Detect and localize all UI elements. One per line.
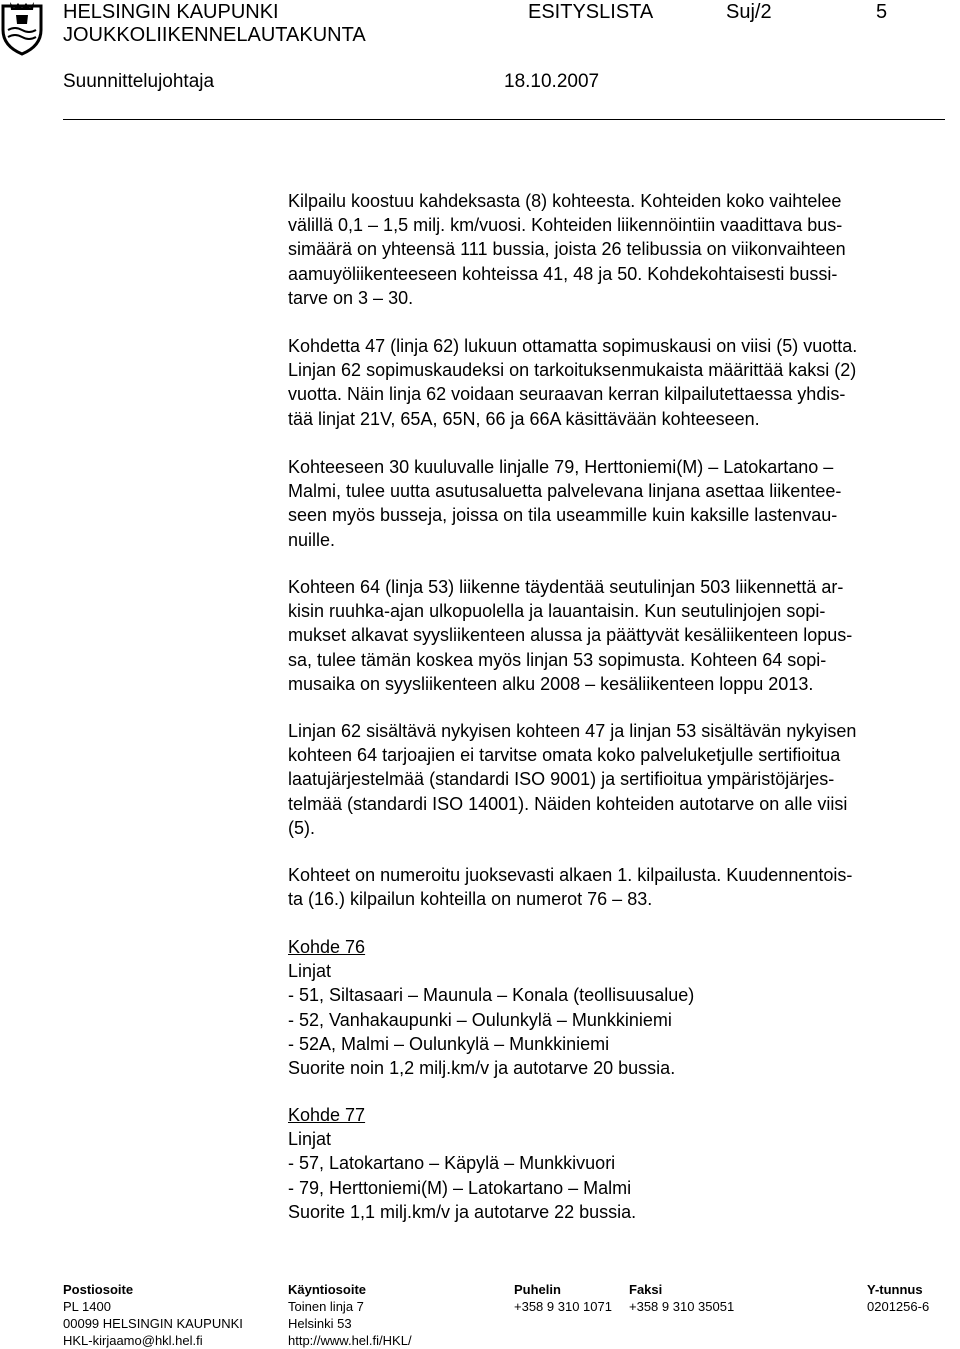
lines-label: Linjat	[288, 961, 332, 982]
text-line: Malmi, tulee uutta asutusaluetta palvelevana linjana asettaa liikentee-	[288, 481, 842, 502]
paragraph-1	[288, 189, 953, 310]
lines-label: Linjat	[288, 1129, 332, 1150]
paragraph-4	[288, 575, 953, 696]
text-line: (5).	[288, 817, 315, 838]
city-crest-logo-icon	[0, 0, 44, 56]
paragraph-5	[288, 719, 953, 840]
org-name-line2: JOUKKOLIIKENNELAUTAKUNTA	[63, 24, 366, 46]
paragraph-6	[288, 863, 953, 911]
header-divider	[63, 119, 945, 120]
text-line: Linjan 62 sisältävä nykyisen kohteen 47 ja linjan 53 sisältävän nykyisen	[288, 721, 857, 741]
text-line: Linjan 62 sopimuskaudeksi on tarkoituksenmukaista määrittää kaksi (2)	[288, 360, 857, 381]
text-line: laatujärjestelmää (standardi ISO 9001) ja sertifioitua ympäristöjärjes-	[288, 769, 835, 790]
footer-kayntiosoite	[288, 1281, 412, 1349]
route-item: - 57, Latokartano – Käpylä – Munkkivuori	[288, 1153, 616, 1174]
text-line: välillä 0,1 – 1,5 milj. km/vuosi. Kohteiden liikennöintiin vaadittava bus-	[288, 215, 843, 236]
text-line: Kohdetta 47 (linja 62) lukuun ottamatta sopimuskausi on viisi (5) vuotta.	[288, 336, 858, 356]
route-item: - 52, Vanhakaupunki – Oulunkylä – Munkkiniemi	[288, 1009, 672, 1030]
text-line: tarve on 3 – 30.	[288, 287, 414, 308]
text-line: vuotta. Näin linja 62 voidaan seuraavan kerran kilpailutettaessa yhdis-	[288, 384, 846, 405]
text-line: Kohteen 64 (linja 53) liikenne täydentää seutulinjan 503 liikennettä ar-	[288, 577, 844, 597]
kohde-summary: Suorite noin 1,2 milj.km/v ja autotarve 20 bussia.	[288, 1058, 676, 1079]
text-line: Kohteeseen 30 kuuluvalle linjalle 79, Herttoniemi(M) – Latokartano –	[288, 457, 834, 477]
text-line: nuille.	[288, 529, 336, 550]
footer-faksi	[629, 1281, 734, 1315]
footer-postiosoite	[63, 1281, 243, 1349]
route-item: - 79, Herttoniemi(M) – Latokartano – Malmi	[288, 1177, 632, 1198]
doc-type: ESITYSLISTA	[528, 1, 654, 23]
text-line: telmää (standardi ISO 14001). Näiden kohteiden autotarve on alle viisi	[288, 793, 848, 814]
text-line: kohteen 64 tarjoajien ei tarvitse omata koko palveluketjulle sertifioitua	[288, 745, 841, 766]
author-title: Suunnittelujohtaja	[63, 71, 215, 92]
text-line: Kohteet on numeroitu juoksevasti alkaen 1. kilpailusta. Kuudennentois-	[288, 865, 853, 885]
footer-business-id: 0201256-6	[867, 1299, 930, 1314]
footer-value: 00099 HELSINGIN KAUPUNKI	[63, 1316, 243, 1331]
footer-website-link[interactable]: http://www.hel.fi/HKL/	[288, 1333, 412, 1348]
footer-label: Faksi	[629, 1282, 663, 1297]
text-line: kisin ruuhka-ajan ulkopuolella ja lauantaisin. Kun seutulinjojen sopi-	[288, 601, 826, 622]
text-line: simäärä on yhteensä 111 bussia, joista 26 telibussia on viikonvaihteen	[288, 239, 846, 260]
footer-label: Puhelin	[514, 1282, 561, 1297]
paragraph-3	[288, 455, 953, 552]
footer-value: PL 1400	[63, 1299, 111, 1314]
footer-label: Y-tunnus	[867, 1282, 923, 1297]
footer-phone: +358 9 310 1071	[514, 1299, 612, 1314]
document-date: 18.10.2007	[504, 71, 600, 92]
org-name-line1: HELSINGIN KAUPUNKI	[63, 1, 279, 23]
page-number: 5	[876, 1, 888, 23]
route-item: - 51, Siltasaari – Maunula – Konala (teollisuusalue)	[288, 985, 695, 1006]
text-line: aamuyöliikenteeseen kohteissa 41, 48 ja 50. Kohdekohtaisesti bussi-	[288, 263, 838, 284]
footer-label: Käyntiosoite	[288, 1282, 367, 1297]
footer-value: Toinen linja 7	[288, 1299, 364, 1314]
text-line: ta (16.) kilpailun kohteilla on numerot 76 – 83.	[288, 889, 653, 910]
text-line: seen myös busseja, joissa on tila useammille kuin kaksille lastenvau-	[288, 505, 838, 526]
text-line: tää linjat 21V, 65A, 65N, 66 ja 66A käsittävään kohteeseen.	[288, 408, 760, 429]
section-code: Suj/2	[726, 1, 772, 23]
footer-ytunnus	[867, 1281, 929, 1315]
paragraph-2	[288, 334, 953, 431]
text-line: mukset alkavat syysliikenteen alussa ja päättyvät kesäliikenteen lopus-	[288, 625, 853, 646]
text-line: sa, tulee tämän koskea myös linjan 53 sopimusta. Kohteen 64 sopi-	[288, 649, 827, 670]
kohde-76-section	[288, 935, 953, 1080]
text-line: musaika on syysliikenteen alku 2008 – kesäliikenteen loppu 2013.	[288, 673, 814, 694]
route-item: - 52A, Malmi – Oulunkylä – Munkkiniemi	[288, 1033, 610, 1054]
kohde-summary: Suorite 1,1 milj.km/v ja autotarve 22 bussia.	[288, 1201, 637, 1222]
kohde-77-heading: Kohde 77	[288, 1105, 366, 1125]
footer-puhelin	[514, 1281, 612, 1315]
footer-value: Helsinki 53	[288, 1316, 352, 1331]
footer-label: Postiosoite	[63, 1282, 134, 1297]
text-line: Kilpailu koostuu kahdeksasta (8) kohteesta. Kohteiden koko vaihtelee	[288, 191, 842, 211]
footer-fax: +358 9 310 35051	[629, 1299, 735, 1314]
kohde-76-heading: Kohde 76	[288, 937, 366, 957]
kohde-77-section	[288, 1103, 953, 1224]
footer-email[interactable]: HKL-kirjaamo@hkl.hel.fi	[63, 1333, 203, 1348]
